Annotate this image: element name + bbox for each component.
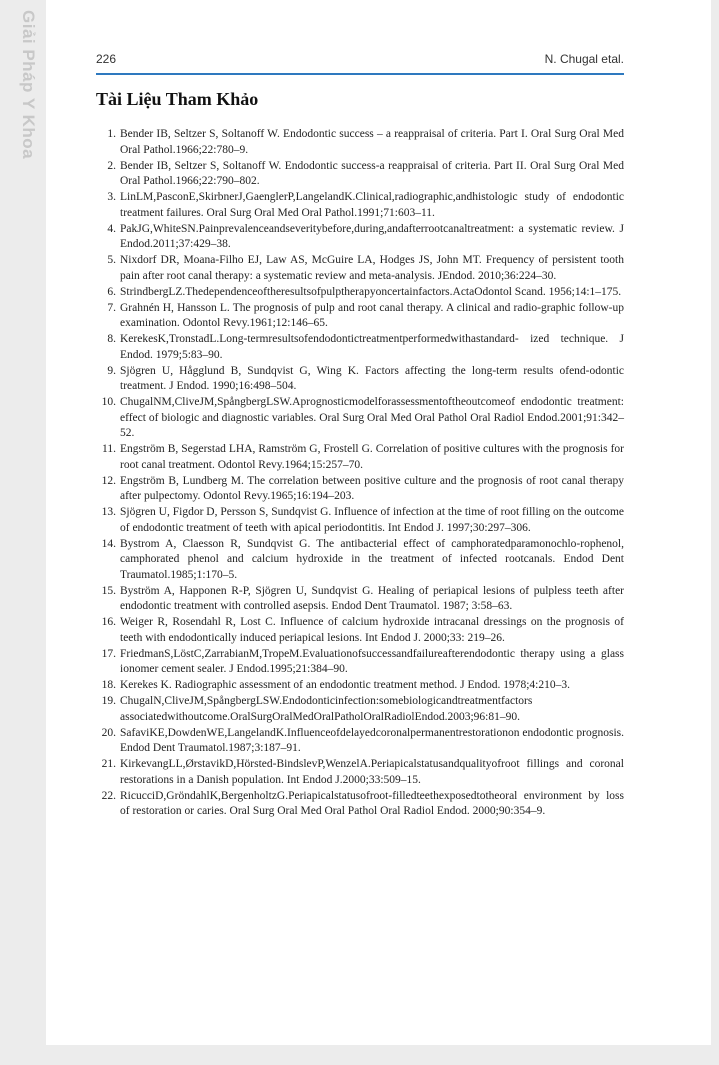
- reference-text: Bystrom A, Claesson R, Sundqvist G. The antibacterial effect of camphoratedparamonochlo-rophenol, camphorated phenol and calcium hydroxide in the treatment of infected rootcanals. Endod Dent Traumatol.1985;1:170–5.: [120, 537, 624, 581]
- reference-number: 11.: [102, 443, 116, 455]
- reference-number: 2.: [107, 159, 116, 172]
- header-rule: [96, 73, 624, 75]
- reference-item: [96, 395, 624, 442]
- reference-text: PakJG,WhiteSN.Painprevalenceandseveritybefore,during,andafterrootcanaltreatment: a systematic review. J Endod.2011;37:429–38.: [120, 222, 624, 250]
- reference-item: [96, 757, 624, 788]
- reference-text: Nixdorf DR, Moana-Filho EJ, Law AS, McGuire LA, Hodges JS, John MT. Frequency of persistent tooth pain after root canal therapy: a systematic review and meta-analysis. JEndod. 2010;36:224–30.: [120, 254, 624, 282]
- reference-text: ChugalNM,CliveJM,SpångbergLSW.Aprognosticmodelforassessmentoftheoutcomeof endodontic treatment: effect of biologic and diagnostic variables. Oral Surg Oral Med Oral Pathol Oral Radiol Endod.2001;91:342–52.: [120, 396, 624, 439]
- reference-item: [96, 364, 624, 395]
- reference-number: 21.: [101, 758, 116, 770]
- reference-list: [96, 127, 624, 820]
- reference-text: KirkevangLL,ØrstavikD,Hörsted-BindslevP,WenzelA.Periapicalstatusandqualityofroot fillings and coronal restorations in a Danish population. Int Endod J.2000;33:509–15.: [120, 758, 624, 786]
- reference-item: [96, 678, 624, 694]
- reference-text: Sjögren U, Hågglund B, Sundqvist G, Wing K. Factors affecting the long-term results ofend-odontic treatment. J Endod. 1990;16:498–504.: [120, 364, 624, 392]
- reference-number: 4.: [107, 222, 116, 235]
- reference-item: [96, 159, 624, 190]
- reference-text: Weiger R, Rosendahl R, Lost C. Influence of calcium hydroxide intracanal dressings on the prognosis of teeth with endodontically induced periapical lesions. Int Endod J. 2000;33: 219–26.: [120, 616, 624, 644]
- reference-text: Kerekes K. Radiographic assessment of an endodontic treatment method. J Endod. 1978;4:210–3.: [120, 679, 570, 691]
- reference-number: 19.: [101, 695, 116, 707]
- running-header: [96, 52, 624, 70]
- reference-item: [96, 647, 624, 678]
- watermark-text: Giải Pháp Y Khoa: [19, 10, 38, 160]
- reference-item: [96, 190, 624, 221]
- reference-item: [96, 474, 624, 505]
- reference-number: 20.: [101, 726, 116, 739]
- document-page: [46, 0, 711, 1045]
- reference-number: 3.: [107, 191, 116, 203]
- reference-text: RicucciD,GröndahlK,BergenholtzG.Periapicalstatusofroot-filledteethexposedtotheoral environment by loss of restoration or caries. Oral Surg Oral Med Oral Pathol Oral Radiol Endod. 2000;90:354–9.: [120, 789, 624, 817]
- reference-text: StrindbergLZ.Thedependenceoftheresultsofpulptherapyoncertainfactors.ActaOdontol Scand. 1956;14:1–175.: [120, 285, 622, 298]
- reference-number: 18.: [101, 679, 116, 691]
- reference-text: FriedmanS,LöstC,ZarrabianM,TropeM.Evaluationofsuccessandfailureafterendodontic therapy using a glass ionomer cement sealer. J Endod.1995;21:384–90.: [120, 647, 624, 675]
- reference-item: [96, 222, 624, 253]
- reference-number: 12.: [101, 474, 116, 487]
- reference-number: 13.: [101, 506, 116, 518]
- reference-text: Bender IB, Seltzer S, Soltanoff W. Endodontic success – a reappraisal of criteria. Part I. Oral Surg Oral Med Oral Pathol.1966;22:780–9.: [120, 128, 624, 156]
- reference-text: ChugalN,CliveJM,SpångbergLSW.Endodonticinfection:somebiologicandtreatmentfactors associatedwithoutcome.OralSurgOralMedOralPatholOralRadiolEndod.2003;96:81–90.: [120, 695, 533, 723]
- reference-text: Bender IB, Seltzer S, Soltanoff W. Endodontic success-a reappraisal of criteria. Part II. Oral Surg Oral Med Oral Pathol.1966;22:790–802.: [120, 159, 624, 187]
- reference-text: LinLM,PasconE,SkirbnerJ,GaenglerP,LangelandK.Clinical,radiographic,andhistologic study of endodontic treatment failures. Oral Surg Oral Med Oral Pathol.1991;71:603–11.: [120, 191, 624, 219]
- reference-number: 14.: [101, 537, 116, 550]
- reference-number: 16.: [101, 616, 116, 628]
- reference-item: [96, 789, 624, 820]
- reference-number: 9.: [107, 364, 116, 377]
- reference-text: KerekesK,TronstadL.Long-termresultsofendodontictreatmentperformedwithastandard- ized technique. J Endod. 1979;5:83–90.: [120, 333, 624, 361]
- reference-item: [96, 694, 624, 725]
- reference-text: SafaviKE,DowdenWE,LangelandK.Influenceofdelayedcoronalpermanentrestorationon endodontic prognosis. Endod Dent Traumatol.1987;3:187–91.: [120, 726, 624, 754]
- running-author: N. Chugal etal.: [544, 52, 624, 66]
- reference-text: Byström A, Happonen R-P, Sjögren U, Sundqvist G. Healing of periapical lesions of pulpless teeth after endodontic treatment with controlled asepsis. Endod Dent Traumatol. 1987; 3:58–63.: [120, 584, 624, 612]
- reference-item: [96, 301, 624, 332]
- reference-number: 15.: [101, 584, 116, 597]
- reference-text: Engström B, Lundberg M. The correlation between positive culture and the prognosis of root canal therapy after pulpectomy. Odontol Revy.1965;16:194–203.: [120, 474, 624, 502]
- reference-item: [96, 253, 624, 284]
- reference-text: Engström B, Segerstad LHA, Ramström G, Frostell G. Correlation of positive cultures with the prognosis for root canal treatment. Odontol Revy.1964;15:257–70.: [120, 443, 624, 471]
- reference-number: 5.: [107, 254, 116, 266]
- reference-number: 17.: [101, 647, 116, 660]
- reference-item: [96, 584, 624, 615]
- reference-number: 1.: [107, 128, 116, 140]
- reference-item: [96, 505, 624, 536]
- reference-item: [96, 726, 624, 757]
- reference-item: [96, 285, 624, 301]
- side-watermark: [6, 0, 46, 200]
- reference-number: 22.: [101, 789, 116, 802]
- reference-number: 6.: [107, 285, 116, 298]
- reference-text: Sjögren U, Figdor D, Persson S, Sundqvist G. Influence of infection at the time of root filling on the outcome of endodontic treatment of teeth with apical periodontitis. Int Endod J. 1997;30:297–306.: [120, 506, 624, 534]
- reference-item: [96, 332, 624, 363]
- reference-text: Grahnén H, Hansson L. The prognosis of pulp and root canal therapy. A clinical and radio-graphic follow-up examination. Odontol Revy.1961;12:146–65.: [120, 301, 624, 329]
- reference-item: [96, 615, 624, 646]
- reference-item: [96, 442, 624, 473]
- section-title: Tài Liệu Tham Khảo: [96, 89, 259, 109]
- reference-item: [96, 127, 624, 158]
- page-number: 226: [96, 52, 117, 66]
- reference-number: 7.: [107, 301, 116, 314]
- reference-item: [96, 537, 624, 584]
- reference-number: 10.: [101, 396, 116, 408]
- reference-number: 8.: [107, 333, 116, 345]
